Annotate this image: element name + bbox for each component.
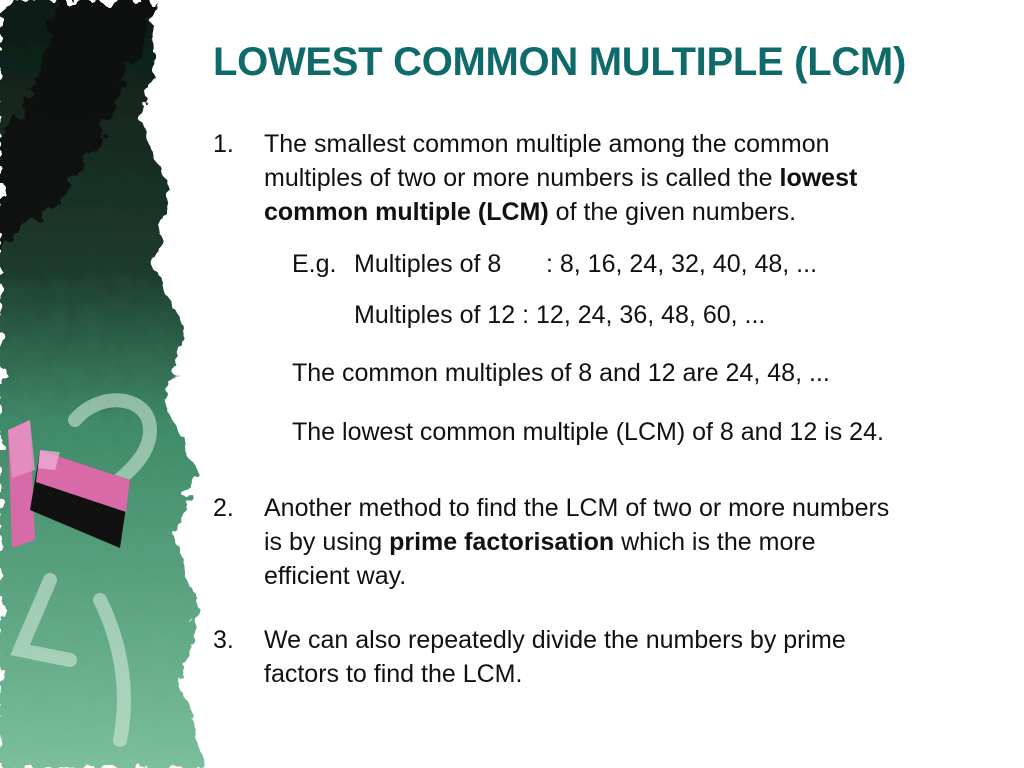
item3-line1: We can also repeatedly divide the numbers by prime (264, 626, 846, 654)
item2-line2 (264, 525, 1003, 559)
example-row1-label: Multiples of 8 (354, 250, 502, 278)
item1-bold-term: common multiple (LCM) (264, 198, 549, 226)
item1-bold-lowest: lowest (779, 164, 858, 192)
item2-line2-text-a: is by using (264, 528, 390, 556)
item1-line1: The smallest common multiple among the common (264, 130, 830, 158)
example-lcm-result: The lowest common multiple (LCM) of 8 and 12 is 24. (292, 418, 884, 446)
example-row-1 (292, 248, 818, 280)
chalkboard-decoration (0, 0, 230, 768)
item1-line2-text: multiples of two or more numbers is called the (264, 164, 780, 192)
item1-line2 (264, 161, 1003, 195)
item1-line3-text: of the given numbers. (548, 198, 797, 226)
example-row-2: Multiples of 12 : 12, 24, 36, 48, 60, ... (354, 301, 766, 329)
item2-line3: efficient way. (264, 562, 407, 590)
list-number: 2. (213, 494, 234, 522)
example-common-multiples: The common multiples of 8 and 12 are 24, 48, ... (292, 359, 830, 387)
item2-line2-text-b: which is the more (614, 528, 816, 556)
list-item-2 (213, 491, 1003, 593)
example-prefix: E.g. (292, 250, 337, 278)
item1-line3 (264, 195, 1003, 229)
item3-line2: factors to find the LCM. (264, 660, 523, 688)
list-number: 3. (213, 626, 234, 654)
example-row1-values: : 8, 16, 24, 32, 40, 48, ... (546, 250, 818, 278)
list-item-1 (213, 127, 1003, 229)
slide-title: LOWEST COMMON MULTIPLE (LCM) (213, 40, 906, 84)
list-item-3 (213, 623, 1003, 691)
list-number: 1. (213, 130, 234, 158)
item2-line1: Another method to find the LCM of two or more numbers (264, 494, 890, 522)
item2-bold-term: prime factorisation (389, 528, 615, 556)
